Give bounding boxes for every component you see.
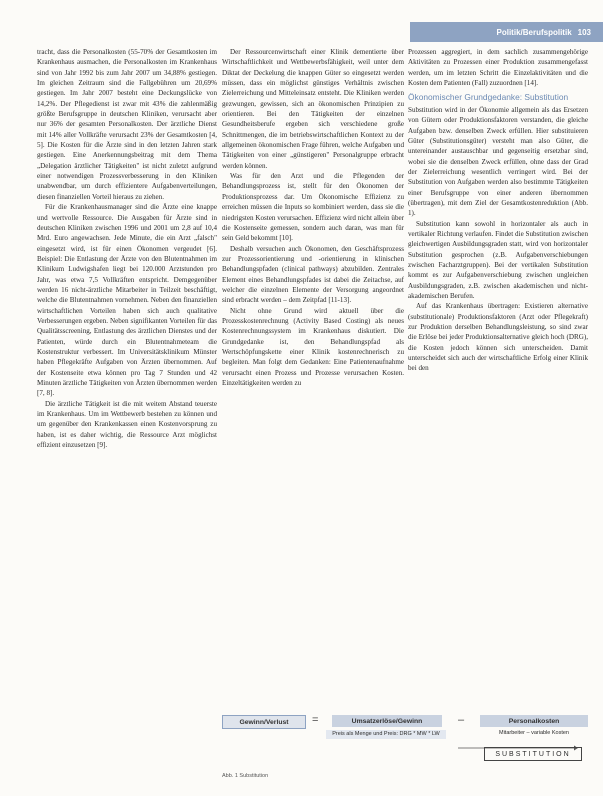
paragraph: Prozessen aggregiert, in dem sachlich zusammengehörige Aktivitäten zu Prozessen einer Produktion zusammengefasst werden, um im letzten Schritt die Einzelaktivitäten und die Kosten dem Patienten (Fall) zuzuordnen [14]. <box>408 48 588 88</box>
personnel-cost-box: Personalkosten <box>480 715 588 727</box>
paragraph: Substitution kann sowohl in horizontaler als auch in vertikaler Richtung verlaufen. Findet die Substitution zwischen gleichwertigen Ausbildungsgraden statt, wird von horizontaler Substitution gesprochen (z.B. Aufgabenverschiebungen zwischen Facharztgruppen). Bei der vertikalen Substitution kommt es zur Aufgabenverschiebung zwischen ungleichen Ausbildungsgraden, z.B. zwischen akademischen und nicht-akademischen Berufen. <box>408 219 588 301</box>
paragraph: Substitution wird in der Ökonomie allgemein als das Ersetzen von Gütern oder Produktionsfaktoren verstanden, die gleiche Aufgaben bzw. denselben Zweck erfüllen. Hier substituieren Güter (Substitutionsgüter) versteht man also Güter, die untereinander austauschbar und gegenseitig ersetzbar sind, wobei sie die denselben Zweck erfüllen, ohne dass der Grad der Zielerreichung wesentlich verringert wird. Bei der Substitution von Aufgaben werden also bestimmte Tätigkeiten einer Berufsgruppe von einer anderen übernommen (übertragen), mit dem Ziel der Gesamtkostenreduktion (Abb. 1). <box>408 105 588 218</box>
substitution-figure <box>222 715 588 769</box>
section-header <box>410 22 603 42</box>
section-title: Politik/Berufspolitik <box>496 27 572 37</box>
paragraph: Deshalb versuchen auch Ökonomen, den Geschäftsprozess zur Prozessorientierung und -orientierung in klinischen Behandlungspfaden (clinical pathways) abzubilden. Zentrales Element eines Behandlungspfades ist dabei die Zeitachse, auf welcher die einzelnen Elemente der Versorgung angeordnet sind erbracht werden – dem Zeitpfad [11-13]. <box>222 244 404 305</box>
column-3 <box>408 47 588 447</box>
paragraph: tracht, dass die Personalkosten (55-70% der Gesamtkosten im Krankenhaus ausmachen, die Personalkosten im Krankenhaus sind von Jahr 1992 bis zum Jahr 2007 um 34,88% gestiegen. Im gleichen Zeitraum sind die Fallgebühren um 20,69% gestiegen. Im Jahr 2007 besteht eine Deckungslücke von 14,2%. Der Pflegedienst ist zwar mit 43% die zahlenmäßig größte Berufsgruppe in deutschen Kliniken, verursacht aber nur 36% der gesamten Personalkosten. Der ärztliche Dienst mit 14% aller Vollkräfte verursacht 23% der Gesamtkosten [4, 5]. Die Kosten für die Ärzte sind in den letzten Jahren stark gestiegen. Eine Anerkennungsbeitrag mit dem Thema „Delegation ärztlicher Tätigkeiten" ist nicht zuletzt aufgrund einer notwendigen Prozessverbesserung in den Kliniken unabwendbar, um durch effizientere Aufgabenverteilungen, diesen finanziellen Vorteil hieraus zu ziehen. <box>37 48 217 201</box>
equals-sign: = <box>312 714 319 726</box>
revenue-formula: Preis als Menge und Preis: DRG * MW * LW <box>326 730 446 739</box>
paragraph: Auf das Krankenhaus übertragen: Existieren alternative (substitutionale) Produktionsfaktoren (Arzt oder Pflegekraft) zur Produktion derselben Behandlungsleistung, so sind zwar die Erlöse bei jeder Produktionsalternative gleich hoch (DRG), die Kosten jedoch können sich unterscheiden. Damit unterscheidet sich auch der wirtschaftliche Erfolg einer Klinik bei den <box>408 302 588 373</box>
paragraph: Was für den Arzt und die Pflegenden der Behandlungsprozess ist, stellt für den Ökonomen der Produktionsprozess dar. Um Ökonomische Effizienz zu erreichen müssen die Inputs so kombiniert werden, dass sie die niedrigsten Kosten verursachen. Effizienz wird nicht allein über die Kostenseite gemessen, sondern auch daran, was man für sein Geld bekommt [10]. <box>222 172 404 243</box>
paragraph: Die ärztliche Tätigkeit ist die mit weitem Abstand teuerste im Krankenhaus. Um im Wettbewerb bestehen zu können und um gegenüber den Krankenkassen einen Kostenvorsprung zu haben, ist es daher wichtig, die Ressource Arzt möglichst effizient einzusetzen [9]. <box>37 399 217 450</box>
column-1 <box>37 47 217 747</box>
figure-caption: Abb. 1 Substitution <box>222 773 269 779</box>
cost-note: Mitarbeiter – variable Kosten <box>498 730 569 736</box>
column-2 <box>222 47 404 447</box>
paragraph: Für die Krankenhausmanager sind die Ärzte eine knappe und wertvolle Ressource. Die Ausgaben für Ärzte sind in deutschen Kliniken zwischen 1996 und 2001 um 2,8 auf 10,4 Mrd. Euro angewachsen. Jede Minute, die ein Arzt „falsch" eingesetzt wird, ist für einen Ökonomen vergeudet [6]. Beispiel: Die Entlastung der Ärzte von den Blutentnahmen im Klinikum Ludwigshafen liegt bei 120.000 Arztstunden pro Jahr, was etwa 7,5 Vollkräften entspricht. Demgegenüber werden 16 nicht-ärztliche Mitarbeiter in Teilzeit beschäftigt, welche die Blutentnahmen vornehmen. Neben den finanziellen wirtschaftlichen Vorteilen haben sich auch qualitative Verbesserungen ergeben. Neben signifikanten Vorteilen für das Qualitätsscreening, Entlastung des ärztlichen Dienstes und der Patienten, würde durch ein Blutentnahmeteam die Kostenstruktur verbessert. Im Universitätsklinikum Münster haben Pflegekräfte Aufgaben von Ärzten übernommen. Auf der Kostenseite etwa können pro Tag 7 Stunden und 42 Minuten ärztliche Tätigkeiten von Ärzten übernommen werden [7, 8]. <box>37 203 217 398</box>
paragraph: Der Ressourcenwirtschaft einer Klinik dementierte über Wirtschaftlichkeit und Wettbewerbsfähigkeit, weil unter dem Diktat der Deckelung die knappen Güter so eingesetzt werden müssen, dass ein möglichst günstiges Verhältnis zwischen Zielerreichung und Mitteleinsatz entsteht. Die Kliniken werden gezwungen, gewissen, sich an ökonomischen Prinzipien zu orientieren. Bei den Tätigkeiten der einzelnen Gesundheitsberufe ergeben sich verschiedene große Schnittmengen, die im betriebswirtschaftlichen Kontext zu der allgemeinen ökonomischen Frage führen, welche Aufgaben und Tätigkeiten von einer „günstigeren" Personalgruppe erbracht werden können. <box>222 48 404 170</box>
subheading: Ökonomischer Grundgedanke: Substitution <box>408 92 569 103</box>
page-number: 103 <box>577 27 591 37</box>
profit-box: Gewinn/Verlust <box>222 715 306 729</box>
revenue-box: Umsatzerlöse/Gewinn <box>332 715 442 727</box>
minus-sign: – <box>458 714 465 726</box>
substitution-label: SUBSTITUTION <box>484 747 582 761</box>
paragraph: Nicht ohne Grund wird aktuell über die Prozesskostenrechnung (Activity Based Costing) als neues Kostenrechnungssystem im Krankenhaus diskutiert. Die Grundgedanke ist, den Behandlungspfad als Wertschöpfungskette einer Klinik kostenrechnerisch zu begleiten. Man folgt dem Gedanken: Eine Patientenaufnahme verursacht einen Prozess und Prozesse verursachen Kosten. Einzeltätigkeiten werden zu <box>222 306 404 387</box>
